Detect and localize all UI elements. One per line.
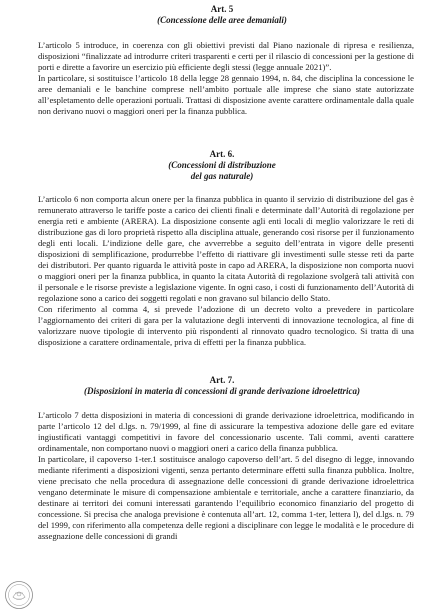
art6-paragraph-1: L’articolo 6 non comporta alcun onere per la finanza pubblica in quanto il servizio di distribuzione del gas è remunerato attraverso le tariffe poste a carico dei clienti finali e determinate dall’Autorità di regolazione per energia reti e ambiente (ARERA). La disposizione consente agli enti locali di meglio valorizzare le reti di distribuzione gas di loro proprietà rispetto alla disciplina attuale, generando così risorse per il funzionamento degli enti locali. L’indizione delle gare, che avverrebbe a seguito dell’entrata in vigore delle presenti disposizioni di semplificazione, produrrebbe l’effetto di riattivare gli investimenti sulle stesse reti da parte dei distributori. Per quanto riguarda le attività poste in capo ad ARERA, la disposizione non comporta nuovi o maggiori oneri per la finanza pubblica, in quanto la citata Autorità di regolazione svolgerà tali attività con il personale e le risorse previste a legislazione vigente. In ogni caso, i costi di funzionamento dell’Autorità di regolazione sono a carico dei soggetti regolati e non gravano sul bilancio dello Stato. [38, 194, 414, 303]
art7-body [38, 410, 414, 542]
art6-title-line1: (Concessioni di distribuzione [168, 160, 276, 170]
art6-body [38, 194, 414, 348]
art5-heading: Art. 5 [210, 4, 234, 14]
art6-heading: Art. 6. [209, 149, 235, 159]
art5-paragraph-1: L’articolo 5 introduce, in coerenza con gli obiettivi previsti dal Piano nazionale di ripresa e resilienza, disposizioni “finalizzate ad introdurre criteri trasparenti e certi per il rilascio di concessioni per la gestione di porti e dirette a favorire un esercizio più efficiente degli stessi (legge annuale 2021)”. [38, 40, 414, 72]
art5-paragraph-2: In particolare, si sostituisce l’articolo 18 della legge 28 gennaio 1994, n. 84, che disciplina la concessione le aree demaniali e le banchine comprese nell’ambito portuale alle imprese che siano state autorizzate all’espletamento delle operazioni portuali. Trattasi di disposizione avente carattere ordinamentale dalla quale non derivano nuovi o maggiori oneri per la finanza pubblica. [38, 73, 414, 116]
art7-heading: Art. 7. [209, 375, 235, 385]
art7-paragraph-1: L’articolo 7 detta disposizioni in materia di concessioni di grande derivazione idroelettrica, modificando in parte l’articolo 12 del d.lgs. n. 79/1999, al fine di assicurare la tempestiva adozione delle gare ed evitare ingiustificati vantaggi competitivi in favore del concessionario uscente. Tali commi, aventi carattere ordinamentale, non comportano nuovi o maggiori oneri a carico della finanza pubblica. [38, 410, 414, 453]
art6-paragraph-2: Con riferimento al comma 4, si prevede l’adozione di un decreto volto a prevedere in particolare l’aggiornamento dei criteri di gara per la valutazione degli interventi di innovazione tecnologica, al fine di valorizzare nuove tipologie di intervento più rispondenti al rinnovato quadro tecnologico. Si tratta di una disposizione a carattere ordinamentale, priva di effetti per la finanza pubblica. [38, 304, 414, 347]
art5-body [38, 40, 414, 117]
art7-paragraph-2: In particolare, il capoverso 1-ter.1 sostituisce analogo capoverso dell’art. 5 del disegno di legge, innovando mediante riferimenti a disposizioni vigenti, senza pertanto determinare effetti sulla finanza pubblica. Inoltre, viene precisato che nella procedura di assegnazione delle concessioni di grande derivazione idroelettrica vengano determinate le misure di compensazione ambientale e territoriale, anche a carattere finanziario, da destinare ai territori dei comuni interessati garantendo l’equilibrio economico finanziario del progetto di concessione. Si precisa che analoga previsione è contenuta all’art. 12, comma 1-ter, lettera l), del d.lgs. n. 79 del 1999, con riferimento alla competenza delle regioni a disciplinare con legge le modalità e le procedure di assegnazione delle concessioni di grandi [38, 454, 414, 541]
art5-title: (Concessione delle aree demaniali) [157, 15, 287, 25]
art7-title: (Disposizioni in materia di concessioni di grande derivazione idroelettrica) [83, 386, 360, 396]
official-seal-stamp [4, 580, 34, 610]
art6-title-line2: del gas naturale) [190, 171, 254, 181]
